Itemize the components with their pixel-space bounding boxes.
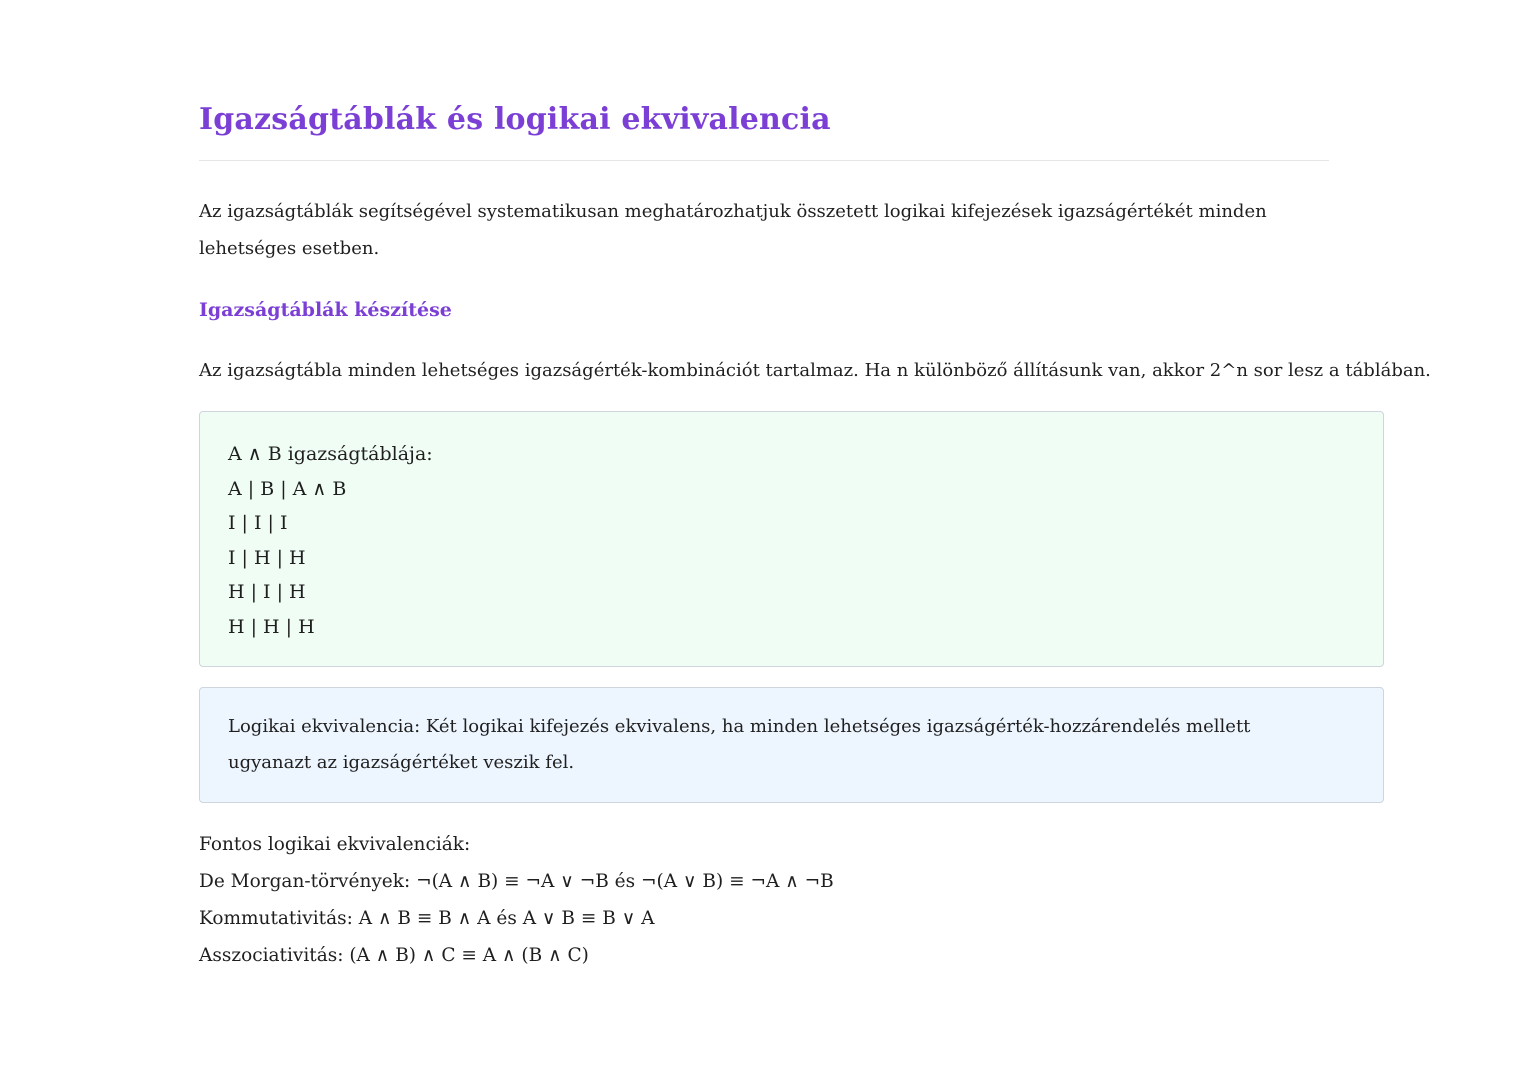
- truth-table-box: [199, 411, 1384, 667]
- section-title: Igazságtáblák készítése: [199, 299, 452, 321]
- section-paragraph: Az igazságtábla minden lehetséges igazságérték-kombinációt tartalmaz. Ha n különböző állításunk van, akkor 2^n sor lesz a táblában.: [199, 360, 1431, 381]
- truth-table-caption: A ∧ B igazságtáblája:: [228, 443, 433, 465]
- definition-box: [199, 687, 1384, 803]
- truth-table-lines: [228, 437, 433, 645]
- equivalences-heading: Fontos logikai ekvivalenciák:: [199, 834, 471, 855]
- list-item: Asszociativitás: (A ∧ B) ∧ C ≡ A ∧ (B ∧ C): [199, 945, 589, 966]
- title-divider: [199, 160, 1329, 161]
- truth-table-row: H | I | H: [228, 581, 306, 604]
- truth-table-row: H | H | H: [228, 615, 315, 638]
- truth-table-header: A | B | A ∧ B: [228, 477, 347, 500]
- definition-text: Logikai ekvivalencia: Két logikai kifejezés ekvivalens, ha minden lehetséges igazságérték-hozzárendelés mellett ugyanazt az igazságértéket veszik fel.: [228, 716, 1251, 773]
- list-item: De Morgan-törvények: ¬(A ∧ B) ≡ ¬A ∨ ¬B és ¬(A ∨ B) ≡ ¬A ∧ ¬B: [199, 871, 834, 892]
- intro-paragraph: Az igazságtáblák segítségével systematikusan meghatározhatjuk összetett logikai kifejezések igazságértékét minden lehetséges esetben.: [199, 201, 1267, 259]
- equivalences-list: [199, 826, 834, 974]
- page-title: Igazságtáblák és logikai ekvivalencia: [199, 102, 831, 137]
- truth-table-row: I | I | I: [228, 512, 288, 535]
- list-item: Kommutativitás: A ∧ B ≡ B ∧ A és A ∨ B ≡ B ∨ A: [199, 908, 655, 929]
- truth-table-row: I | H | H: [228, 546, 306, 569]
